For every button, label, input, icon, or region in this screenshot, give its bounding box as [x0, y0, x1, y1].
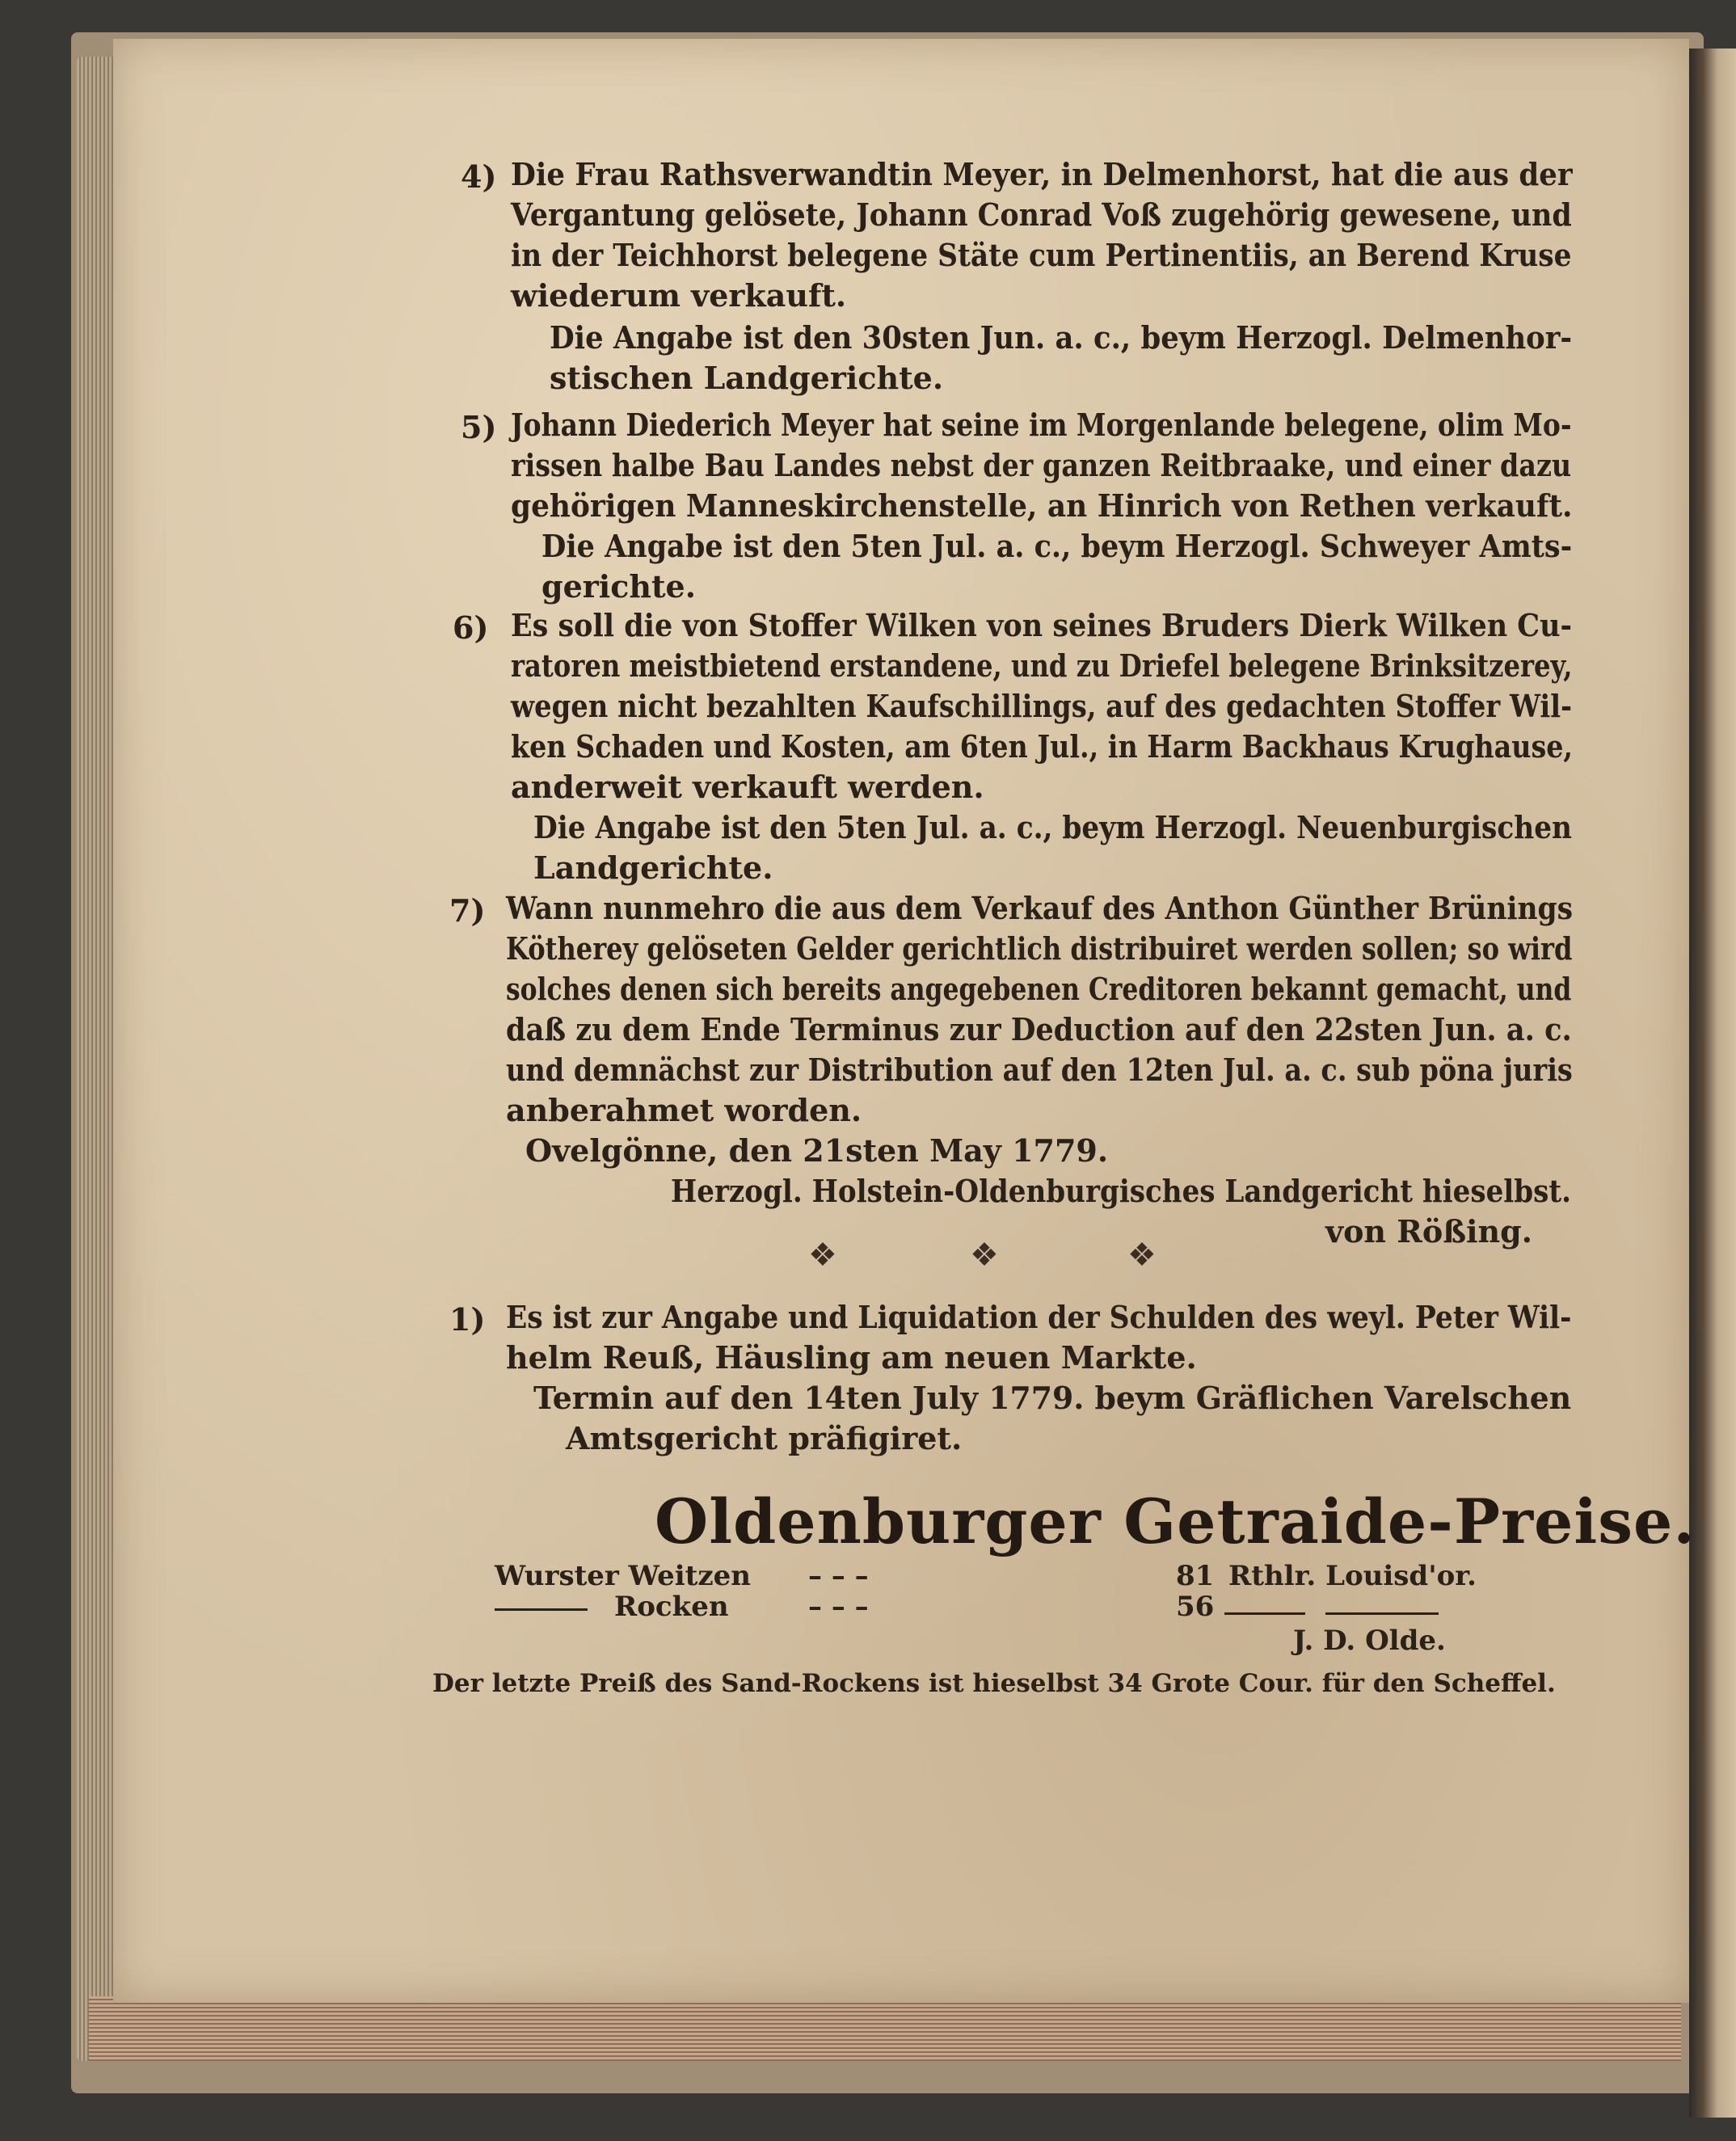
item-1-number: 1)	[449, 1301, 486, 1338]
item-4-line: in der Teichhorst belegene Stäte cum Pertinentiis, an Berend Kruse	[511, 237, 1572, 273]
price-row-1-value: 81	[1176, 1560, 1215, 1592]
item-6-line: ratoren meistbietend erstandene, und zu Driefel belegene Brinksitzerey,	[511, 647, 1573, 684]
prices-title: Oldenburger Getraide-Preise.	[655, 1486, 1696, 1557]
item-6-line: wegen nicht bezahlten Kaufschillings, auf des gedachten Stoffer Wil-	[511, 688, 1573, 724]
item-6-line: anderweit verkauft werden.	[511, 769, 984, 805]
price-row-2-dashes: – – –	[808, 1591, 869, 1623]
item-5-line: rissen halbe Bau Landes nebst der ganzen Reitbraake, und einer dazu	[511, 447, 1572, 483]
item-7-line: Kötherey gelöseten Gelder gerichtlich distribuiret werden sollen; so wird	[506, 930, 1573, 967]
signature: von Rößing.	[1325, 1213, 1532, 1250]
item-4-line: Vergantung gelösete, Johann Conrad Voß zugehörig gewesene, und	[511, 196, 1572, 233]
item-6-note: Landgerichte.	[533, 849, 773, 886]
ditto-line	[1224, 1612, 1305, 1615]
item-7-line: und demnächst zur Distribution auf den 12ten Jul. a. c. sub pöna juris	[506, 1052, 1573, 1088]
price-signer: J. D. Olde.	[1293, 1625, 1446, 1657]
item-6-line: ken Schaden und Kosten, am 6ten Jul., in Harm Backhaus Krughause,	[511, 728, 1574, 765]
price-footer: Der letzte Preiß des Sand-Rockens ist hieselbst 34 Grote Cour. für den Scheffel.	[432, 1669, 1556, 1698]
item-4-line: Die Frau Rathsverwandtin Meyer, in Delmenhorst, hat die aus der	[511, 156, 1573, 192]
item-4-number: 4)	[461, 158, 497, 195]
ornament-icon: ❖	[1127, 1237, 1157, 1274]
item-5-note: Die Angabe ist den 5ten Jul. a. c., beym Herzogl. Schweyer Amts-	[541, 528, 1573, 564]
item-4-line: wiederum verkauft.	[511, 277, 847, 314]
item-1-line: helm Reuß, Häusling am neuen Markte.	[506, 1339, 1197, 1376]
item-1-note: Amtsgericht präfigiret.	[566, 1420, 963, 1456]
item-4-note: stischen Landgerichte.	[550, 360, 944, 396]
item-1-line: Es ist zur Angabe und Liquidation der Schulden des weyl. Peter Wil-	[506, 1299, 1572, 1335]
item-7-number: 7)	[449, 892, 486, 929]
ditto-line	[495, 1608, 588, 1611]
item-5-number: 5)	[461, 409, 497, 445]
item-7-line: Wann nunmehro die aus dem Verkauf des Anthon Günther Brünings	[506, 890, 1574, 926]
ornament-icon: ❖	[808, 1237, 837, 1274]
price-row-2-label: Rocken	[614, 1591, 729, 1623]
item-5-line: Johann Diederich Meyer hat seine im Morgenlande belegene, olim Mo-	[511, 407, 1572, 443]
item-7-line: anberahmet worden.	[506, 1092, 862, 1128]
item-6-line: Es soll die von Stoffer Wilken von seines Bruders Dierk Wilken Cu-	[511, 607, 1573, 643]
item-6-note: Die Angabe ist den 5ten Jul. a. c., beym Herzogl. Neuenburgischen	[533, 809, 1572, 845]
item-7-line: daß zu dem Ende Terminus zur Deduction auf den 22sten Jun. a. c.	[506, 1011, 1572, 1047]
item-1-note: Termin auf den 14ten July 1779. beym Gräflichen Varelschen	[533, 1380, 1572, 1416]
authority: Herzogl. Holstein-Oldenburgisches Landgericht hieselbst.	[671, 1173, 1571, 1209]
price-row-2-value: 56	[1176, 1591, 1215, 1623]
book-gutter	[1689, 48, 1736, 2118]
ditto-line	[1325, 1612, 1439, 1615]
item-4-note: Die Angabe ist den 30sten Jun. a. c., beym Herzogl. Delmenhor-	[550, 319, 1573, 356]
item-5-note: gerichte.	[541, 568, 696, 605]
price-row-1-unit: Rthlr. Louisd'or.	[1228, 1560, 1477, 1592]
item-5-line: gehörigen Manneskirchenstelle, an Hinrich von Rethen verkauft.	[511, 487, 1573, 524]
price-row-1-label: Wurster Weitzen	[495, 1560, 751, 1592]
item-7-line: solches denen sich bereits angegebenen Creditoren bekannt gemacht, und	[506, 971, 1572, 1007]
item-6-number: 6)	[453, 609, 489, 646]
dateline: Ovelgönne, den 21sten May 1779.	[525, 1132, 1109, 1169]
price-row-1-dashes: – – –	[808, 1560, 869, 1592]
ornament-icon: ❖	[970, 1237, 999, 1274]
page-stack-bottom	[89, 1996, 1681, 2061]
